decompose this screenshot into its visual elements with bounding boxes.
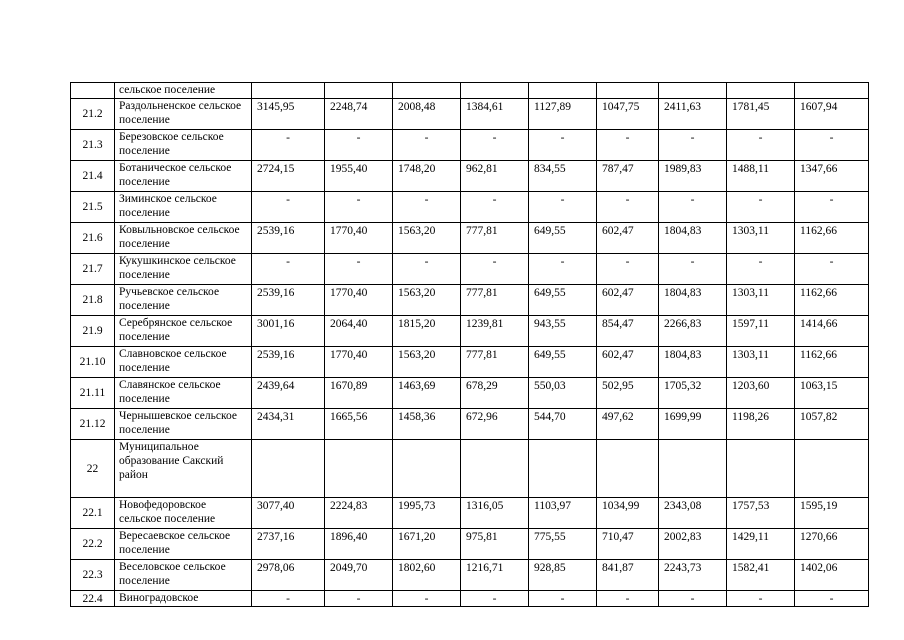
value-cell: 1270,66 [795,529,869,560]
value-cell: 1770,40 [325,285,393,316]
value-cell: - [795,591,869,607]
value-cell [659,83,727,99]
value-cell: 1815,20 [393,316,461,347]
value-cell: - [461,192,529,223]
table-row [71,130,869,161]
value-cell: - [529,591,597,607]
settlement-name: Чернышевское сельское поселение [115,409,252,440]
settlement-name: Ковыльновское сельское поселение [115,223,252,254]
value-cell: 1303,11 [727,285,795,316]
value-cell: 2539,16 [252,223,325,254]
value-cell: 649,55 [529,285,597,316]
table-row [71,83,869,99]
settlement-name: Веселовское сельское поселение [115,560,252,591]
row-number: 21.11 [71,378,115,409]
value-cell: 2266,83 [659,316,727,347]
value-cell: 1804,83 [659,223,727,254]
table-row [71,192,869,223]
value-cell: - [597,591,659,607]
table-row [71,409,869,440]
value-cell: 2439,64 [252,378,325,409]
value-cell: 1162,66 [795,223,869,254]
value-cell: - [461,130,529,161]
value-cell: 1770,40 [325,347,393,378]
value-cell: 1563,20 [393,223,461,254]
value-cell: - [252,591,325,607]
value-cell: 1989,83 [659,161,727,192]
value-cell: 1303,11 [727,223,795,254]
settlement-name: Славновское сельское поселение [115,347,252,378]
value-cell [597,440,659,498]
row-number: 22.1 [71,498,115,529]
value-cell: - [659,254,727,285]
table-row [71,529,869,560]
row-number: 21.10 [71,347,115,378]
row-number: 21.6 [71,223,115,254]
value-cell: 678,29 [461,378,529,409]
value-cell: - [727,591,795,607]
value-cell [529,83,597,99]
value-cell [393,440,461,498]
value-cell: 2343,08 [659,498,727,529]
value-cell: 502,95 [597,378,659,409]
value-cell: 602,47 [597,347,659,378]
value-cell: 2724,15 [252,161,325,192]
table-row [71,498,869,529]
value-cell: - [795,254,869,285]
value-cell: 2049,70 [325,560,393,591]
value-cell [727,83,795,99]
table-row [71,254,869,285]
value-cell: 928,85 [529,560,597,591]
value-cell: - [252,254,325,285]
value-cell: 943,55 [529,316,597,347]
value-cell: 962,81 [461,161,529,192]
tariff-table [70,82,869,607]
row-number: 21.8 [71,285,115,316]
table-row [71,285,869,316]
settlement-name: Муниципальное образование Сакский район [115,440,252,498]
row-number: 21.7 [71,254,115,285]
value-cell: 1034,99 [597,498,659,529]
value-cell: 1057,82 [795,409,869,440]
value-cell: 1705,32 [659,378,727,409]
table-body [71,83,869,607]
value-cell: 672,96 [461,409,529,440]
value-cell: 1216,71 [461,560,529,591]
settlement-name: Зиминское сельское поселение [115,192,252,223]
value-cell: 1414,66 [795,316,869,347]
value-cell [325,440,393,498]
value-cell [252,440,325,498]
value-cell: - [252,192,325,223]
value-cell: 1802,60 [393,560,461,591]
value-cell: 1804,83 [659,347,727,378]
value-cell: 1896,40 [325,529,393,560]
value-cell: 854,47 [597,316,659,347]
table-row [71,560,869,591]
settlement-name: Серебрянское сельское поселение [115,316,252,347]
value-cell: 1582,41 [727,560,795,591]
settlement-name: Березовское сельское поселение [115,130,252,161]
value-cell [795,440,869,498]
row-number: 21.9 [71,316,115,347]
value-cell: 975,81 [461,529,529,560]
value-cell: 1671,20 [393,529,461,560]
value-cell: 2978,06 [252,560,325,591]
value-cell: 1162,66 [795,285,869,316]
settlement-name: Ботаническое сельское поселение [115,161,252,192]
value-cell: - [461,591,529,607]
value-cell [461,440,529,498]
settlement-name: Новофедоровское сельское поселение [115,498,252,529]
value-cell: 2411,63 [659,99,727,130]
value-cell: 1607,94 [795,99,869,130]
value-cell: 710,47 [597,529,659,560]
value-cell: - [727,192,795,223]
value-cell: 1597,11 [727,316,795,347]
value-cell: 1781,45 [727,99,795,130]
row-number: 22.4 [71,591,115,607]
value-cell: - [325,254,393,285]
table-row [71,591,869,607]
value-cell: 1384,61 [461,99,529,130]
value-cell: 1316,05 [461,498,529,529]
row-number: 22.3 [71,560,115,591]
value-cell [461,83,529,99]
value-cell: 834,55 [529,161,597,192]
row-number: 22.2 [71,529,115,560]
value-cell: 1770,40 [325,223,393,254]
row-number [71,83,115,99]
value-cell: 1595,19 [795,498,869,529]
row-number: 21.4 [71,161,115,192]
value-cell: - [727,130,795,161]
row-number: 22 [71,440,115,498]
value-cell: 1463,69 [393,378,461,409]
value-cell: 1699,99 [659,409,727,440]
value-cell: - [597,192,659,223]
value-cell: 1203,60 [727,378,795,409]
value-cell: 1488,11 [727,161,795,192]
value-cell: - [325,130,393,161]
value-cell: 2008,48 [393,99,461,130]
settlement-name: Раздольненское сельское поселение [115,99,252,130]
value-cell: 1047,75 [597,99,659,130]
table-row [71,316,869,347]
settlement-name: Славянское сельское поселение [115,378,252,409]
value-cell [727,440,795,498]
value-cell: 3077,40 [252,498,325,529]
value-cell [325,83,393,99]
value-cell: 550,03 [529,378,597,409]
table-row [71,347,869,378]
value-cell: 1757,53 [727,498,795,529]
value-cell [393,83,461,99]
value-cell: 649,55 [529,223,597,254]
value-cell: - [393,591,461,607]
value-cell: 777,81 [461,285,529,316]
value-cell: 777,81 [461,347,529,378]
value-cell: - [252,130,325,161]
table-row [71,440,869,498]
value-cell: 841,87 [597,560,659,591]
value-cell: 2002,83 [659,529,727,560]
value-cell: - [659,192,727,223]
value-cell [795,83,869,99]
value-cell: 1429,11 [727,529,795,560]
value-cell: 2539,16 [252,347,325,378]
table-row [71,161,869,192]
settlement-name: Виноградовское [115,591,252,607]
value-cell: - [393,254,461,285]
settlement-name: Кукушкинское сельское поселение [115,254,252,285]
value-cell: 1458,36 [393,409,461,440]
value-cell: 1162,66 [795,347,869,378]
settlement-name: Ручьевское сельское поселение [115,285,252,316]
value-cell: 2737,16 [252,529,325,560]
value-cell: - [325,192,393,223]
settlement-name: сельское поселение [115,83,252,99]
value-cell: 2434,31 [252,409,325,440]
settlement-name: Вересаевское сельское поселение [115,529,252,560]
value-cell: 1127,89 [529,99,597,130]
value-cell: 777,81 [461,223,529,254]
value-cell [597,83,659,99]
value-cell: 1804,83 [659,285,727,316]
value-cell: - [325,591,393,607]
value-cell: - [659,130,727,161]
row-number: 21.12 [71,409,115,440]
value-cell: 1063,15 [795,378,869,409]
value-cell: 602,47 [597,285,659,316]
row-number: 21.2 [71,99,115,130]
value-cell: - [529,192,597,223]
value-cell [529,440,597,498]
value-cell: 3001,16 [252,316,325,347]
value-cell: 775,55 [529,529,597,560]
value-cell: 787,47 [597,161,659,192]
table-row [71,378,869,409]
value-cell: 1955,40 [325,161,393,192]
value-cell: 1103,97 [529,498,597,529]
value-cell: 1563,20 [393,285,461,316]
value-cell: 1239,81 [461,316,529,347]
value-cell: - [529,130,597,161]
value-cell: 2248,74 [325,99,393,130]
value-cell: 1995,73 [393,498,461,529]
value-cell: - [461,254,529,285]
value-cell [252,83,325,99]
value-cell: 544,70 [529,409,597,440]
value-cell: 1347,66 [795,161,869,192]
value-cell: 1198,26 [727,409,795,440]
value-cell: 1670,89 [325,378,393,409]
value-cell: - [795,130,869,161]
value-cell: 497,62 [597,409,659,440]
value-cell: 2539,16 [252,285,325,316]
value-cell [659,440,727,498]
value-cell: 3145,95 [252,99,325,130]
row-number: 21.5 [71,192,115,223]
value-cell: - [795,192,869,223]
value-cell: - [659,591,727,607]
value-cell: 2243,73 [659,560,727,591]
row-number: 21.3 [71,130,115,161]
value-cell: 1563,20 [393,347,461,378]
value-cell: 2224,83 [325,498,393,529]
value-cell: - [597,130,659,161]
value-cell: - [529,254,597,285]
value-cell: 2064,40 [325,316,393,347]
value-cell: 649,55 [529,347,597,378]
value-cell: 602,47 [597,223,659,254]
value-cell: - [393,130,461,161]
value-cell: 1303,11 [727,347,795,378]
table-row [71,223,869,254]
value-cell: 1402,06 [795,560,869,591]
value-cell: - [727,254,795,285]
value-cell: - [597,254,659,285]
value-cell: 1665,56 [325,409,393,440]
value-cell: 1748,20 [393,161,461,192]
table-row [71,99,869,130]
value-cell: - [393,192,461,223]
